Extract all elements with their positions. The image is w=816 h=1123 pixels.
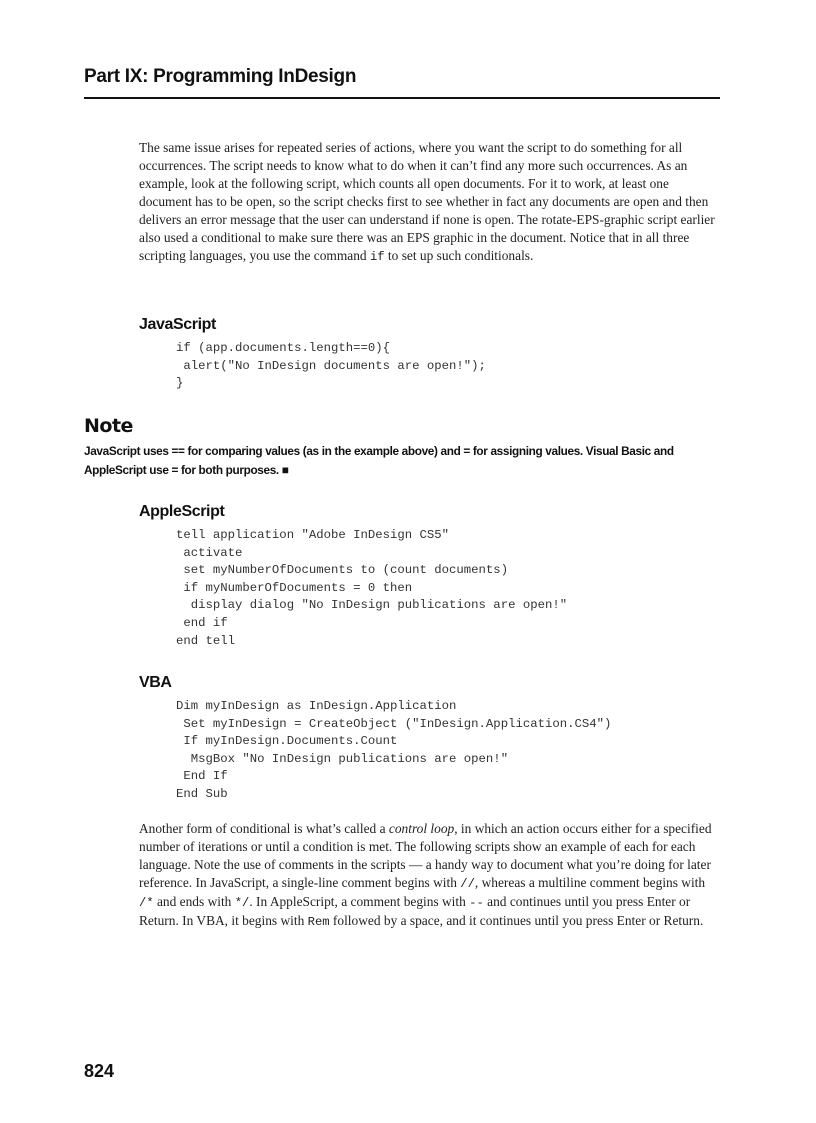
intro-text-1: The same issue arises for repeated series of actions, where you want the script to do something for all occurrences. The script needs to know what to do when it can’t find any more such occurrences. As an example, look at the following script, which counts all open documents. For it to work, at least one document has to be open, so the script checks first to see whether in fact any documents are open and then delivers an error message that the user can understand if none is open. The rotate-EPS-graphic script earlier also used a conditional to make sure there was an EPS graphic in the document. Notice that in all three scripting languages, you use the command: [139, 140, 715, 263]
outro-code-1: //: [460, 877, 475, 891]
vba-heading: VBA: [139, 674, 172, 691]
intro-text-2: to set up such conditionals.: [384, 248, 534, 263]
applescript-heading: AppleScript: [139, 503, 225, 520]
outro-code-4: --: [469, 896, 484, 910]
vba-code: Dim myInDesign as InDesign.Application Set myInDesign = CreateObject ("InDesign.Application.CS4") If myInDesign.Documents.Count MsgBox "No InDesign publications are open!" End If End Sub: [176, 699, 612, 801]
note-text: [84, 442, 724, 480]
outro-code-5: Rem: [307, 915, 330, 929]
outro-text-3: , whereas a multiline comment begins with: [474, 875, 706, 890]
header-rule: [84, 97, 720, 99]
outro-code-3: */: [234, 896, 250, 910]
note-end-mark: ■: [281, 463, 289, 477]
javascript-heading: JavaScript: [139, 316, 216, 333]
outro-text-2: , in which an action occurs either for a specified number of iterations or until a condition is met. The following scripts show an example of each for each language. Note the use of comments in the scripts — a handy way to document what you’re doing for later reference. In JavaScript, a single-line comment begins with: [139, 821, 712, 890]
outro-paragraph: [139, 820, 719, 931]
javascript-code: if (app.documents.length==0){ alert("No InDesign documents are open!"); }: [176, 341, 486, 391]
outro-code-2: /*: [139, 896, 154, 910]
applescript-code: tell application "Adobe InDesign CS5" activate set myNumberOfDocuments to (count documents) if myNumberOfDocuments = 0 then display dialog "No InDesign publications are open!" end if end tell: [176, 528, 568, 648]
intro-paragraph: [139, 139, 719, 266]
outro-text-7: followed by a space, and it continues until you press Enter or Return.: [329, 913, 704, 928]
outro-text-4: and ends with: [153, 894, 235, 909]
running-header: Part IX: Programming InDesign: [84, 66, 357, 87]
outro-text-5: . In AppleScript, a comment begins with: [249, 894, 470, 909]
outro-text-6: and continues until you press Enter or Return. In VBA, it begins with: [139, 894, 691, 928]
intro-code-if: if: [369, 250, 385, 264]
note-body: JavaScript uses == for comparing values (as in the example above) and = for assigning values. Visual Basic and AppleScript use = for both purposes.: [84, 444, 674, 477]
outro-emphasis: control loop: [388, 821, 455, 836]
note-heading: Note: [84, 415, 133, 437]
outro-text-1: Another form of conditional is what’s called a: [139, 821, 389, 836]
page-number: 824: [84, 1061, 115, 1081]
